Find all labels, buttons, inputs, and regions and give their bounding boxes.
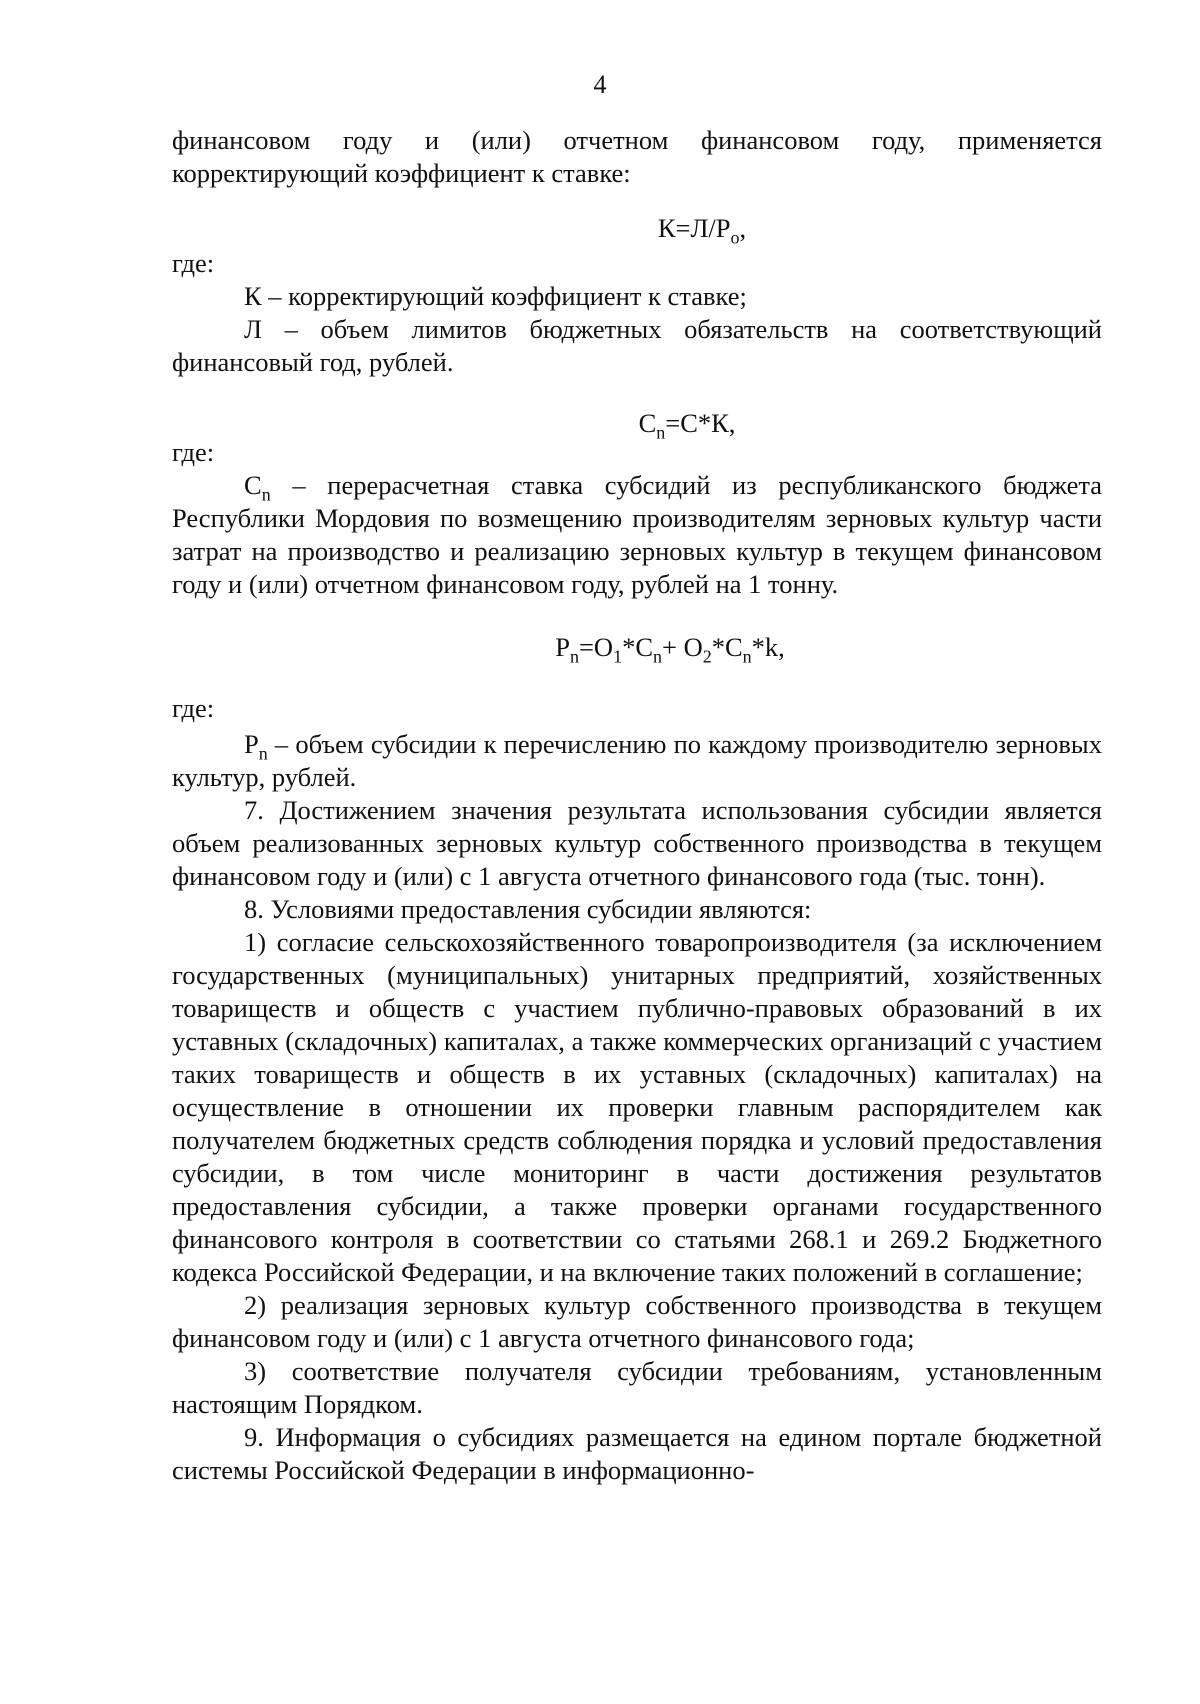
formula-p: Р [555,632,570,662]
formula-subscript: о [730,227,740,248]
symbol-c: С [244,470,262,500]
formula-mul-c: *С [622,632,653,662]
formula-sub-2: 2 [702,646,712,667]
where-label: где: [172,437,215,467]
condition-item-1: 1) согласие сельскохозяйственного товаропроизводителя (за исключением государственных (муниципальных) унитарных предприятий, хозяйственных товариществ и обществ с участием публично-правовых образований в их уставных (складочных) капиталах, а также коммерческих организаций с участием таких товариществ и обществ в их уставных (складочных) капиталах) на осуществление в отношении их проверки главным распорядителем как получателем бюджетных средств соблюдения порядка и условий предоставления субсидии, в том числе мониторинг в части достижения результатов предоставления субсидии, а также проверки органами государственного финансового контроля в соответствии со статьями 268.1 и 269.2 Бюджетного кодекса Российской Федерации, и на включение таких положений в соглашение; [172,927,1102,1287]
formula-sub-n3: n [742,646,752,667]
intro-paragraph: финансовом году и (или) отчетном финансовом году, применяется корректирующий коэффициент к ставке: [172,125,1102,188]
definition-cn-text: – перерасчетная ставка субсидий из республиканского бюджета Республики Мордовия по возмещению производителям зерновых культур части затрат на производство и реализацию зерновых культур в текущем финансовом году и (или) отчетном финансовом году, рублей на 1 тонну. [172,470,1102,599]
where-label: где: [172,693,215,723]
formula-mul-c2: *С [711,632,743,662]
formula-sub-1: 1 [613,646,623,667]
formula-sub-n: n [569,646,579,667]
page-number: 4 [593,70,607,99]
where-label: где: [172,248,215,278]
formula-c: С [638,408,657,438]
formula-correction-coefficient [172,212,1102,248]
symbol-sub-n: n [261,484,271,505]
formula-subsidy-volume [172,631,1102,667]
symbol-sub-n: n [258,743,268,764]
definition-cn [172,469,1102,601]
formula-sub-n2: n [653,646,662,667]
formula-main: К=Л/Р [657,213,731,243]
paragraph-7: 7. Достижением значения результата использования субсидии является объем реализованных зерновых культур собственного производства в текущем финансовом году и (или) с 1 августа отчетного финансового года (тыс. тонн). [172,795,1102,891]
paragraph-8: 8. Условиями предоставления субсидии являются: [244,894,812,924]
document-body [172,124,1102,1487]
condition-item-2: 2) реализация зерновых культур собственного производства в текущем финансовом году и (или) с 1 августа отчетного финансового года; [172,1290,1102,1353]
condition-item-3: 3) соответствие получателя субсидии требованиям, установленным настоящим Порядком. [172,1356,1102,1419]
definition-l: Л – объем лимитов бюджетных обязательств на соответствующий финансовый год, рублей. [172,314,1102,377]
formula-eq-o: =О [578,632,614,662]
formula-plus-o: + О [662,632,703,662]
symbol-p: Р [244,729,259,759]
formula-sub-n: n [656,422,666,443]
definition-pn-text: – объем субсидии к перечислению по каждому производителю зерновых культур, рублей. [172,729,1102,792]
formula-tail: *k, [751,632,785,662]
definition-k: К – корректирующий коэффициент к ставке; [244,281,747,311]
paragraph-9: 9. Информация о субсидиях размещается на едином портале бюджетной системы Российской Федерации в информационно- [172,1422,1102,1485]
formula-tail: , [739,213,747,243]
formula-rest: =С*К, [665,408,736,438]
definition-pn [172,728,1102,794]
